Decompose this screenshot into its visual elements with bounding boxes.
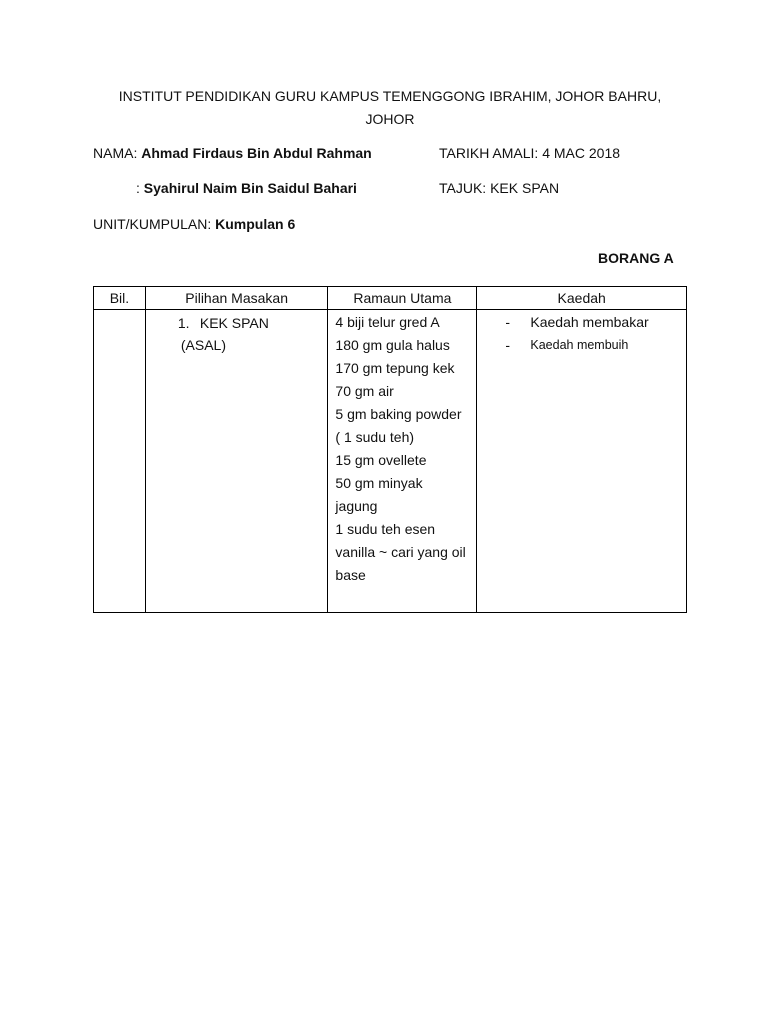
nama-1: Ahmad Firdaus Bin Abdul Rahman	[141, 145, 372, 161]
pilihan-number: 1.	[177, 315, 190, 331]
kaedah-text: Kaedah membakar	[530, 314, 649, 330]
pilihan-item	[178, 312, 328, 334]
nama-label: NAMA:	[93, 145, 142, 161]
pilihan-name: KEK SPAN	[199, 315, 269, 331]
header-bil: Bil.	[94, 287, 146, 310]
nama-row-2	[136, 179, 357, 197]
cell-ramaun-utama	[328, 310, 477, 613]
unit-label: UNIT/KUMPULAN:	[93, 216, 216, 232]
ingredient-line: 170 gm tepung kek	[335, 360, 455, 376]
cell-kaedah	[477, 310, 687, 613]
form-label: BORANG A	[598, 250, 674, 266]
cell-bil	[94, 310, 146, 613]
tajuk: TAJUK: KEK SPAN	[439, 180, 560, 196]
bullet-dash: -	[505, 337, 511, 353]
ingredient-line: ( 1 sudu teh)	[335, 429, 415, 445]
unit-value: Kumpulan 6	[215, 216, 296, 232]
header-pilihan-masakan: Pilihan Masakan	[145, 287, 328, 310]
header-ramaun-utama: Ramaun Utama	[328, 287, 477, 310]
kaedah-item	[505, 311, 686, 334]
ingredient-line: 1 sudu teh esen	[335, 521, 436, 537]
ingredient-line: 4 biji telur gred A	[335, 314, 440, 330]
recipe-table	[93, 286, 687, 613]
unit-kumpulan-row	[93, 215, 295, 233]
institution-line-1: INSTITUT PENDIDIKAN GURU KAMPUS TEMENGGONG IBRAHIM, JOHOR BAHRU,	[118, 88, 662, 104]
kaedah-item	[505, 334, 686, 357]
pilihan-variant: (ASAL)	[180, 337, 226, 353]
cell-pilihan-masakan	[145, 310, 328, 613]
nama-2-prefix: :	[136, 180, 144, 196]
nama-row-1	[93, 144, 372, 162]
table-header-row	[94, 287, 687, 310]
ingredient-line: 15 gm ovellete	[335, 452, 427, 468]
ingredient-line: base	[335, 567, 366, 583]
ingredient-line: 50 gm minyak	[335, 475, 423, 491]
ingredient-line: 70 gm air	[335, 383, 394, 399]
institution-line-2: JOHOR	[365, 111, 415, 127]
kaedah-text: Kaedah membuih	[530, 338, 629, 352]
table-row	[94, 310, 687, 613]
header-kaedah: Kaedah	[477, 287, 687, 310]
tarikh-amali: TARIKH AMALI: 4 MAC 2018	[439, 145, 621, 161]
ingredient-line: vanilla ~ cari yang oil	[335, 544, 466, 560]
ingredient-line: 5 gm baking powder	[335, 406, 462, 422]
ingredient-line: jagung	[335, 498, 378, 514]
bullet-dash: -	[505, 314, 511, 330]
institution-title	[92, 85, 688, 131]
ingredient-line: 180 gm gula halus	[335, 337, 450, 353]
nama-2: Syahirul Naim Bin Saidul Bahari	[143, 180, 357, 196]
